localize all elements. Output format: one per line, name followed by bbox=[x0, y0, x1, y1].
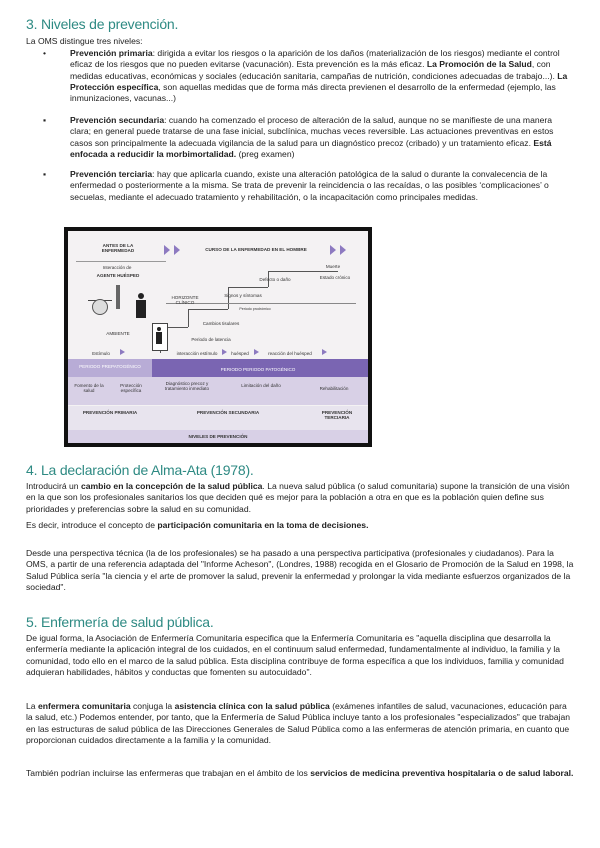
diagram-curso: CURSO DE LA ENFERMEDAD EN EL HOMBRE bbox=[205, 247, 307, 252]
diagram-limitacion: Limitación del daño bbox=[241, 383, 281, 388]
person-body-icon bbox=[136, 300, 146, 318]
list-item: • Prevención primaria: dirigida a evitar los riesgos o la aparición de los daños (materialización de los riesgos) mediante el control eficaz de los riesgos que no pueden evitarse (vacunación). Esta prevención es la más eficaz. La Promoción de la Salud, con medidas educativas, económicas y sociales (educación sanitaria, campañas de nutrición, condiciones adecuadas de trabajo...). La Protección específica, son aquellas medidas que de forma más directa previenen el desarrollo de la enfermedad (ejemplo, las inmunizaciones, vacunas...) bbox=[43, 48, 568, 104]
diagram-periodo-prepatogenico: PERIODO PREPATOGÉNICO bbox=[79, 364, 141, 369]
agent-icon bbox=[92, 299, 108, 315]
list-item: ▪ Prevención terciaria: hay que aplicarla cuando, existe una alteración patológica de la salud o durante la convalecencia de la enfermedad o posteriormente a la misma. Se trata de prevenir la reincidencia o las recaídas, o las posibles ‘complicaciones’ o secuelas, mediante el adecuado tratamiento y rehabilitación, o la incapacitación como principales medidas. bbox=[43, 169, 549, 202]
diagram-reaccion: reacción del huésped bbox=[268, 351, 312, 356]
diagram-fomento: Fomento de la salud bbox=[74, 383, 104, 394]
bullet-square-icon: ▪ bbox=[43, 169, 47, 179]
diagram-proteccion: Protección específica bbox=[120, 383, 142, 394]
diagram-estimulo: Estímulo bbox=[92, 351, 110, 356]
diagram-antes: ANTES DE LA ENFERMEDAD bbox=[101, 243, 135, 254]
diagram-ambiente: AMBIENTE bbox=[106, 331, 130, 336]
section-5-paragraph-1: De igual forma, la Asociación de Enfermería Comunitaria especifica que la Enfermería Comunitaria es "aquella disciplina que desarrolla la enfermería mediante la aplicación integral de los cuidados, en el continuum salud enfermedad, fundamentalmente al individuo, la familia y la comunidad, todo ello en el marco de la salud pública. Esta disciplina contribuye de forma específica a que los individuos, familia y comunidad adquieran habilidades, hábitos y conductas que fomenten su autocuidado". bbox=[26, 633, 564, 677]
section-4-paragraph-3: Desde una perspectiva técnica (la de los profesionales) se ha pasado a una perspectiva participativa (profesionales y ciudadanos). Para la OMS, a partir de una referencia adaptada del "Informe Acheson", (Londres, 1988) recogida en el Glosario de Promoción de la Salud en 1998, la Salud Pública sería "la ciencia y el arte de promover la salud, prevenir la enfermedad y prolongar la vida mediante esfuerzos organizados de la sociedad". bbox=[26, 548, 574, 592]
person-head-icon bbox=[157, 327, 161, 331]
bullet-dot-icon: • bbox=[43, 48, 47, 58]
arrow-right-icon bbox=[330, 245, 336, 255]
step-line bbox=[188, 309, 189, 327]
step-line bbox=[188, 309, 228, 310]
diagram-defecto: Defecto o daño bbox=[259, 277, 291, 282]
balance-stand-icon bbox=[116, 285, 120, 309]
diagram-latencia: Periodo de latencia bbox=[191, 337, 231, 342]
arrow-right-icon bbox=[120, 349, 125, 355]
step-line bbox=[268, 271, 338, 272]
arrow-right-icon bbox=[222, 349, 227, 355]
diagram-estado-cronico: Estado crónico bbox=[319, 275, 351, 280]
diagram-horizonte: HORIZONTE CLÍNICO bbox=[171, 295, 199, 306]
section-5-paragraph-2: La enfermera comunitaria conjuga la asistencia clínica con la salud pública (exámenes infantiles de salud, vacunaciones, educación para la salud, etc.) Podemos entender, por tanto, que la Enfermería de Salud Pública incluye tanto a los profesionales "especializados" que trabajan en las estructuras de salud pública de las Direcciones Generales de Salud Pública como a las enfermeras de atención primaria, en cuanto que proporcionan cuidados directamente a la familia y la comunidad. bbox=[26, 701, 571, 745]
arrow-right-icon bbox=[174, 245, 180, 255]
person-head-icon bbox=[138, 293, 144, 299]
arrow-right-icon bbox=[340, 245, 346, 255]
diagram-niveles: NIVELES DE PREVENCIÓN bbox=[188, 434, 248, 439]
section-4-paragraph-1: Introducirá un cambio en la concepción de la salud pública. La nueva salud pública (o salud comunitaria) supone la transición de una visión en la que son los profesionales sanitarios los que deciden qué es mejor para la población a otra en que es la población quien define sus prioridades y preferencias sobre la salud en su comunidad. bbox=[26, 481, 570, 514]
arrow-right-icon bbox=[254, 349, 259, 355]
diagram-periodo-patogenico: PERIODO PERIODO PATOGÉNICO bbox=[220, 367, 296, 372]
prevention-levels-diagram bbox=[64, 227, 372, 447]
diagram-diagnostico: Diagnóstico precoz y tratamiento inmediato bbox=[164, 381, 210, 392]
bullet-square-icon: ▪ bbox=[43, 115, 47, 125]
diagram-signos: Signos y síntomas bbox=[224, 293, 262, 298]
list-item: ▪ Prevención secundaria: cuando ha comenzado el proceso de alteración de la salud, aunque no se manifieste de una manera clara; en general puede tratarse de una fase inicial, subclínica, muchas veces reversible. Las actuaciones preventivas en estos casos son principalmente la adecuada vigilancia de la salud para un diagnóstico precoz (cribado) y un tratamiento eficaz. Está enfocada a reducidir la morbimortalidad. (preg examen) bbox=[43, 115, 554, 159]
diagram-prev-terciaria: PREVENCIÓN TERCIARIA bbox=[321, 410, 353, 421]
arrow-right-icon bbox=[164, 245, 170, 255]
prevention-list bbox=[43, 48, 570, 203]
diagram-divider bbox=[76, 261, 166, 262]
diagram-prev-primaria: PREVENCIÓN PRIMARIA bbox=[82, 410, 138, 415]
diagram-periodo-prodromico: Periodo prodrómico bbox=[239, 307, 271, 311]
diagram-canvas bbox=[68, 231, 368, 443]
diagram-muerte: Muerte bbox=[325, 264, 341, 269]
section-5-paragraph-3: También podrían incluirse las enfermeras que trabajan en el ámbito de los servicios de medicina preventiva hospitalaria o de salud laboral. bbox=[26, 768, 574, 778]
section-3-title: 3. Niveles de prevención. bbox=[26, 16, 179, 32]
diagram-agente-huesped: AGENTE HUÉSPED bbox=[96, 273, 140, 278]
diagram-prev-secundaria: PREVENCIÓN SECUNDARIA bbox=[196, 410, 260, 415]
diagram-cambios: Cambios tisulares bbox=[202, 321, 240, 326]
cell bbox=[222, 377, 301, 405]
diagram-interaccion: Interacción de bbox=[102, 265, 132, 270]
section-4-paragraph-2: Es decir, introduce el concepto de participación comunitaria en la toma de decisiones. bbox=[26, 520, 369, 530]
arrow-right-icon bbox=[322, 349, 327, 355]
diagram-interaccion-estimulo: interacción estímulo bbox=[176, 351, 218, 356]
section-5-title: 5. Enfermería de salud pública. bbox=[26, 614, 214, 630]
section-4-title: 4. La declaración de Alma-Ata (1978). bbox=[26, 462, 254, 478]
diagram-huesped: huésped bbox=[231, 351, 249, 356]
person-body-icon bbox=[156, 332, 162, 344]
diagram-rehabilitacion: Rehabilitación bbox=[319, 386, 349, 391]
section-3-intro: La OMS distingue tres niveles: bbox=[26, 36, 143, 46]
step-line bbox=[228, 287, 268, 288]
